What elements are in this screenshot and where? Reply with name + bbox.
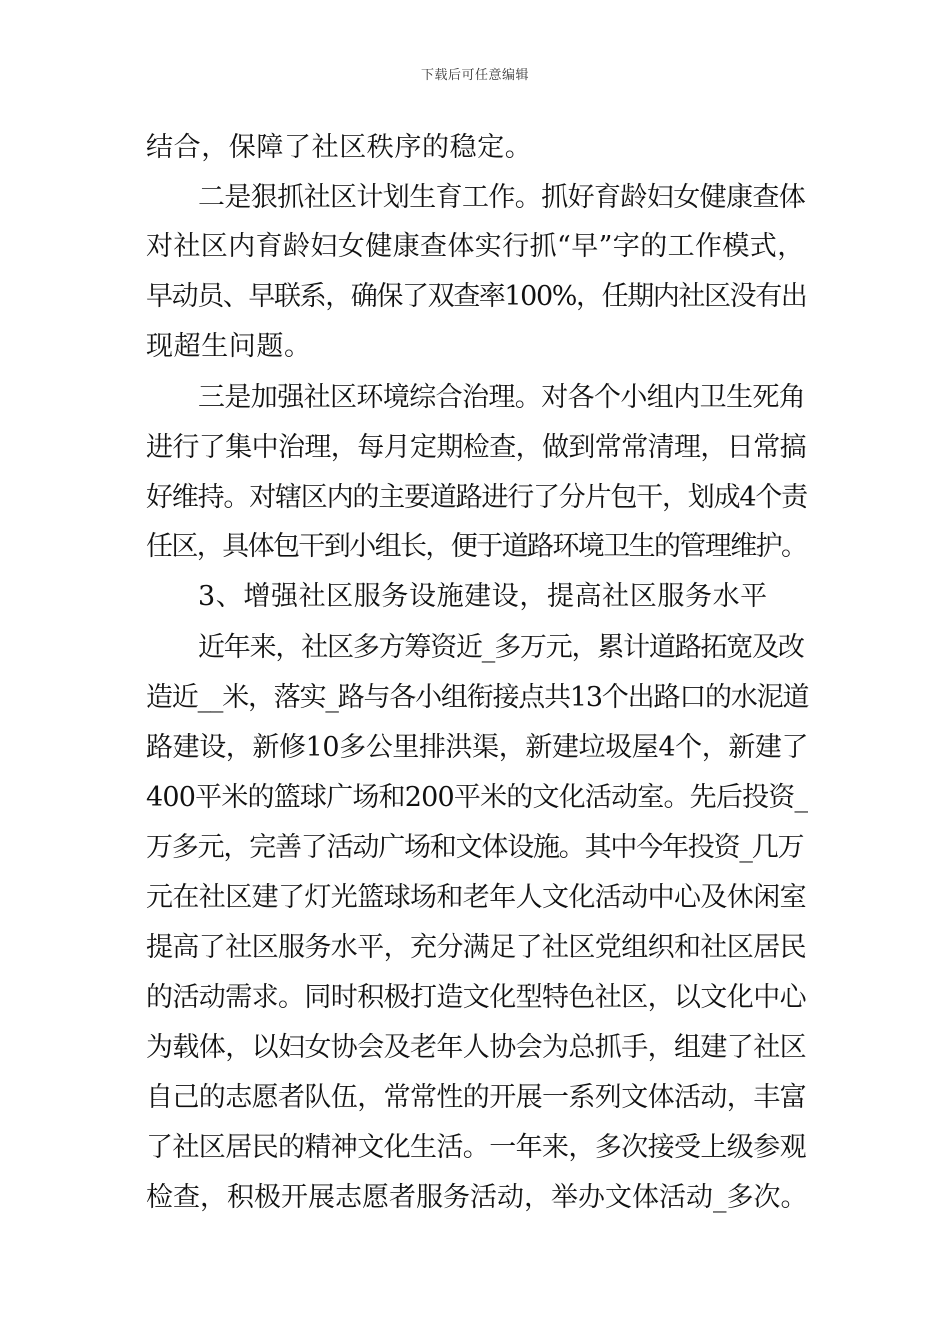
text-line: 的活动需求。同时积极打造文化型特色社区，以文化中心 (146, 982, 806, 1013)
text-line: 为载体，以妇女协会及老年人协会为总抓手，组建了社区 (146, 1032, 806, 1063)
text-line: 好维持。对辖区内的主要道路进行了分片包干，划成4个责 (146, 482, 807, 513)
text-line: 元在社区建了灯光篮球场和老年人文化活动中心及休闲室 (146, 882, 806, 913)
text-line: 路建设，新修10多公里排洪渠，新建垃圾屋4个，新建了 (146, 732, 809, 763)
text-line: 进行了集中治理，每月定期检查，做到常常清理，日常搞 (146, 432, 806, 463)
text-line: 自己的志愿者队伍，常常性的开展一系列文体活动，丰富 (146, 1082, 806, 1113)
text-line: 提高了社区服务水平，充分满足了社区党组织和社区居民 (146, 932, 806, 963)
text-line: 结合，保障了社区秩序的稳定。 (146, 132, 533, 163)
text-line: 近年来，社区多方筹资近_多万元，累计道路拓宽及改 (198, 632, 804, 663)
section-heading: 3、增强社区服务设施建设，提高社区服务水平 (198, 581, 768, 612)
page-header: 下载后可任意编辑 (420, 68, 529, 83)
text-line: 检查，积极开展志愿者服务活动，举办文体活动_多次。 (146, 1182, 808, 1213)
text-line: 早动员、早联系，确保了双查率100%，任期内社区没有出 (146, 281, 807, 312)
text-line: 400平米的篮球广场和200平米的文化活动室。先后投资_ (146, 782, 808, 813)
text-line: 二是狠抓社区计划生育工作。抓好育龄妇女健康查体 (198, 182, 806, 213)
text-line: 了社区居民的精神文化生活。一年来，多次接受上级参观 (146, 1132, 806, 1163)
text-line: 对社区内育龄妇女健康查体实行抓“早”字的工作模式， (146, 231, 805, 262)
text-line: 造近__米，落实_路与各小组衔接点共13个出路口的水泥道 (146, 682, 809, 713)
text-line: 现超生问题。 (146, 331, 312, 362)
text-line: 万多元，完善了活动广场和文体设施。其中今年投资_几万 (146, 832, 804, 863)
text-line: 三是加强社区环境综合治理。对各个小组内卫生死角 (198, 382, 806, 413)
text-line: 任区，具体包干到小组长，便于道路环境卫生的管理维护。 (146, 531, 807, 562)
